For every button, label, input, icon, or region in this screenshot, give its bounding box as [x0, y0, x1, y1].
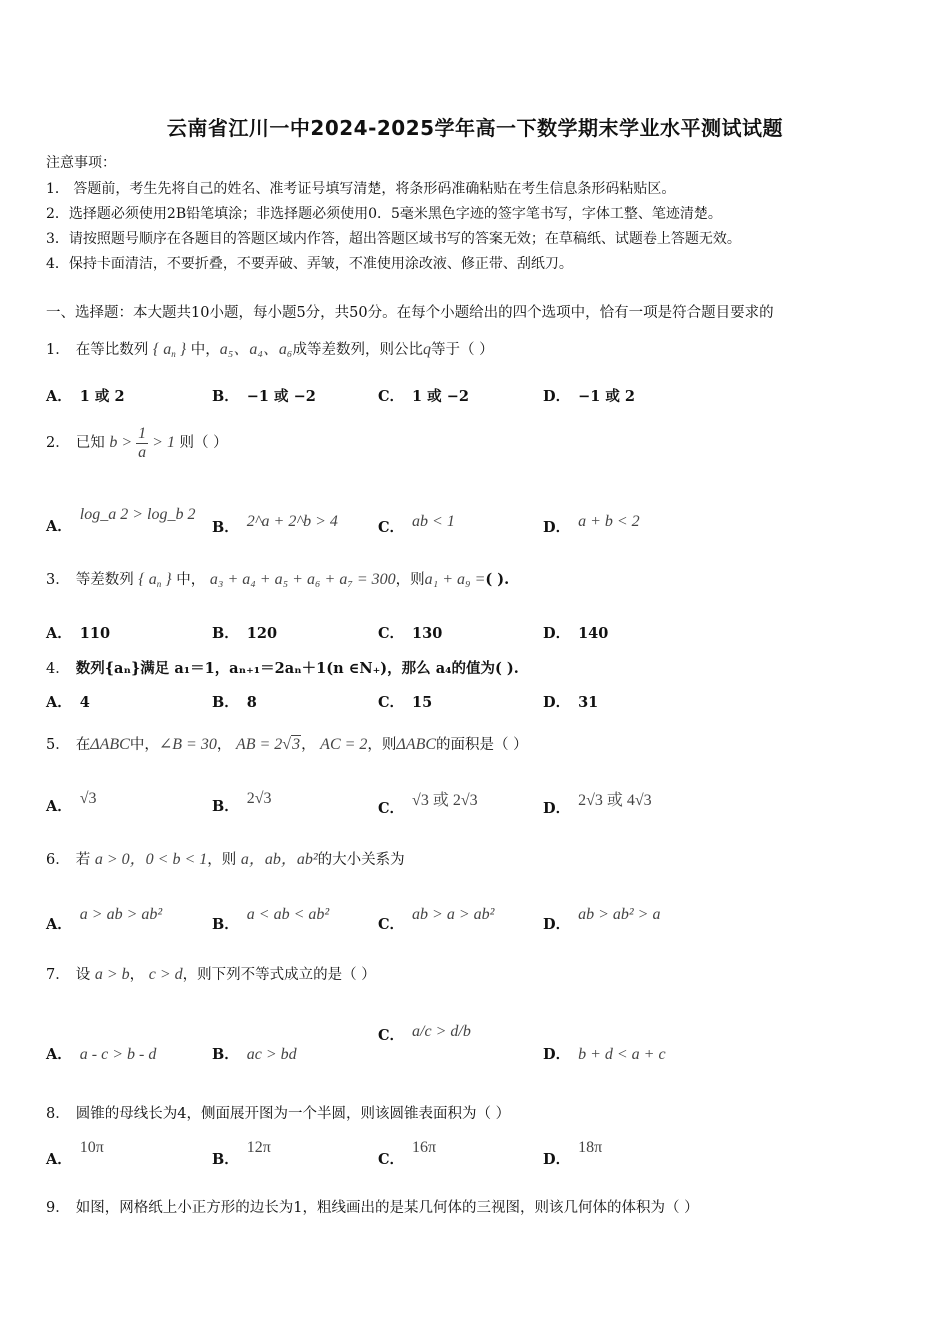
fraction-option: a/c > d/b [412, 1023, 471, 1040]
math-sequence: { $a_n$ } [138, 571, 172, 589]
q4-option-d[interactable]: D． 31 [543, 694, 599, 711]
math-condition: a > 0，0 < b < 1 [94, 851, 208, 868]
question-number: 5． [46, 737, 70, 753]
question-text: 如图，网格纸上小正方形的边长为1，粗线画出的是某几何体的三视图，则该几何体的体积为（ ） [75, 1200, 699, 1216]
q8-option-b[interactable]: B．12π [212, 1139, 271, 1168]
q4-option-c[interactable]: C． 15 [378, 694, 433, 711]
note-item: 4．保持卡面清洁，不要折叠，不要弄破、弄皱，不准使用涂改液、修正带、刮纸刀。 [46, 256, 573, 272]
q5-option-c[interactable]: C． √3 或 2√3 [378, 792, 478, 817]
q2-option-c[interactable]: C． ab < 1 [378, 513, 455, 536]
q7-option-c[interactable]: C． a/c > d/b [378, 1023, 471, 1044]
question-text: ( ). [485, 571, 510, 588]
q3-option-c[interactable]: C． 130 [378, 625, 443, 642]
math-q: q [422, 341, 431, 358]
q2-option-d[interactable]: D． a + b < 2 [543, 513, 640, 536]
question-2 [46, 425, 228, 461]
question-text: ，则下列不等式成立的是（ ） [182, 967, 376, 983]
question-1 [46, 336, 494, 359]
question-text: ， [216, 737, 232, 753]
question-5 [46, 733, 528, 754]
math-ask: a₁ + a₉ = [424, 571, 486, 588]
question-text: 设 [75, 967, 91, 983]
q1-option-c[interactable]: C． 1 或 −2 [378, 388, 469, 405]
note-item: 2．选择题必须使用2B铅笔填涂；非选择题必须使用0．5毫米黑色字迹的签字笔书写，字体工整、笔迹清楚。 [46, 206, 722, 222]
q7-option-b[interactable]: B． ac > bd [212, 1046, 297, 1063]
q5-option-b[interactable]: B． 2√3 [212, 790, 272, 815]
section-heading: 一、选择题：本大题共10小题，每小题5分，共50分。在每个小题给出的四个选项中，恰有一项是符合题目要求的 [46, 305, 774, 321]
math-expression: a₃ + a₄ + a₅ + a₆ + a₇ = 300 [209, 571, 396, 588]
math-items: a，ab，ab² [240, 851, 318, 868]
q2-option-b[interactable]: B． 2^a + 2^b > 4 [212, 513, 338, 536]
notes-heading: 注意事项： [46, 155, 116, 171]
math-triangle: ΔABC [396, 736, 437, 753]
question-text: 在等比数列 [75, 342, 149, 358]
question-number: 7． [46, 967, 70, 983]
question-text: ，则 [367, 737, 397, 753]
question-7 [46, 963, 376, 984]
q3-option-a[interactable]: A． 110 [46, 625, 111, 642]
question-text: 中， [176, 572, 206, 588]
question-text: 的大小关系为 [317, 852, 405, 868]
math-ab: AB = 2√3 [235, 736, 301, 753]
q6-option-a[interactable]: A．a > ab > ab² [46, 906, 163, 933]
math-angle: ∠B = 30 [158, 736, 217, 753]
question-text: 则（ ） [179, 434, 228, 451]
q6-option-c[interactable]: C．ab > a > ab² [378, 906, 495, 933]
question-text: ，则 [395, 572, 425, 588]
question-text: 已知 [75, 434, 105, 451]
q1-option-d[interactable]: D． −1 或 2 [543, 388, 636, 405]
question-text: 若 [75, 852, 91, 868]
math-condition: a > b [94, 966, 130, 983]
question-number: 4． [46, 661, 70, 677]
q1-option-b[interactable]: B． −1 或 −2 [212, 388, 316, 405]
q7-option-a[interactable]: A． a - c > b - d [46, 1046, 157, 1063]
note-item: 1． 答题前，考生先将自己的姓名、准考证号填写清楚，将条形码准确粘贴在考生信息条形码粘贴区。 [46, 181, 676, 197]
question-number: 3． [46, 572, 70, 588]
question-9 [46, 1196, 699, 1217]
question-text: 成等差数列，则公比 [292, 342, 423, 358]
question-text: 在 [75, 737, 91, 753]
q8-option-a[interactable]: A．10π [46, 1139, 104, 1168]
q7-option-d[interactable]: D． b + d < a + c [543, 1046, 666, 1063]
question-8 [46, 1102, 510, 1123]
question-text: 中， [190, 342, 220, 358]
question-text: 的面积是（ ） [436, 737, 528, 753]
math-triangle: ΔABC [90, 736, 130, 753]
math-condition: b > $\frac{1}{a}$ > 1 [109, 425, 175, 461]
question-text: 数列{aₙ}满足 a₁＝1，aₙ₊₁＝2aₙ＋1(n ∈N₊)，那么 a₄的值为( ). [75, 660, 519, 677]
question-number: 2． [46, 434, 70, 451]
question-text: 中， [129, 737, 159, 753]
math-ac: AC = 2 [320, 736, 368, 753]
q6-option-b[interactable]: B．a < ab < ab² [212, 906, 330, 933]
math-sequence: { $a_n$ } [152, 341, 187, 359]
question-number: 9． [46, 1200, 70, 1216]
question-number: 1． [46, 342, 70, 358]
q6-option-d[interactable]: D．ab > ab² > a [543, 906, 661, 933]
q8-option-c[interactable]: C．16π [378, 1139, 437, 1168]
q4-option-b[interactable]: B． 8 [212, 694, 257, 711]
note-item: 3．请按照题号顺序在各题目的答题区域内作答，超出答题区域书写的答案无效；在草稿纸、试题卷上答题无效。 [46, 231, 741, 247]
question-text: ，则 [207, 852, 237, 868]
question-text: 等差数列 [75, 572, 134, 588]
question-6 [46, 846, 405, 869]
math-condition: c > d [148, 966, 183, 983]
question-3 [46, 568, 509, 589]
q5-option-a[interactable]: A． √3 [46, 790, 97, 815]
q3-option-b[interactable]: B． 120 [212, 625, 278, 642]
question-number: 8． [46, 1106, 70, 1122]
q4-option-a[interactable]: A． 4 [46, 694, 90, 711]
question-text: ， [301, 737, 316, 753]
question-4 [46, 657, 519, 678]
question-number: 6． [46, 852, 70, 868]
question-text: 等于（ ） [430, 342, 494, 358]
math-terms: a₅、a₄、a₆ [219, 341, 293, 358]
q3-option-d[interactable]: D． 140 [543, 625, 609, 642]
question-text: ， [129, 967, 145, 983]
q2-option-a[interactable]: A．log_a 2 > log_b 2 [46, 506, 196, 535]
page-title: 云南省江川一中2024-2025学年高一下数学期末学业水平测试试题 [166, 116, 784, 140]
question-text: 圆锥的母线长为4，侧面展开图为一个半圆，则该圆锥表面积为（ ） [75, 1106, 511, 1122]
q8-option-d[interactable]: D．18π [543, 1139, 603, 1168]
q1-option-a[interactable]: A． 1 或 2 [46, 388, 125, 405]
q5-option-d[interactable]: D． 2√3 或 4√3 [543, 792, 652, 817]
